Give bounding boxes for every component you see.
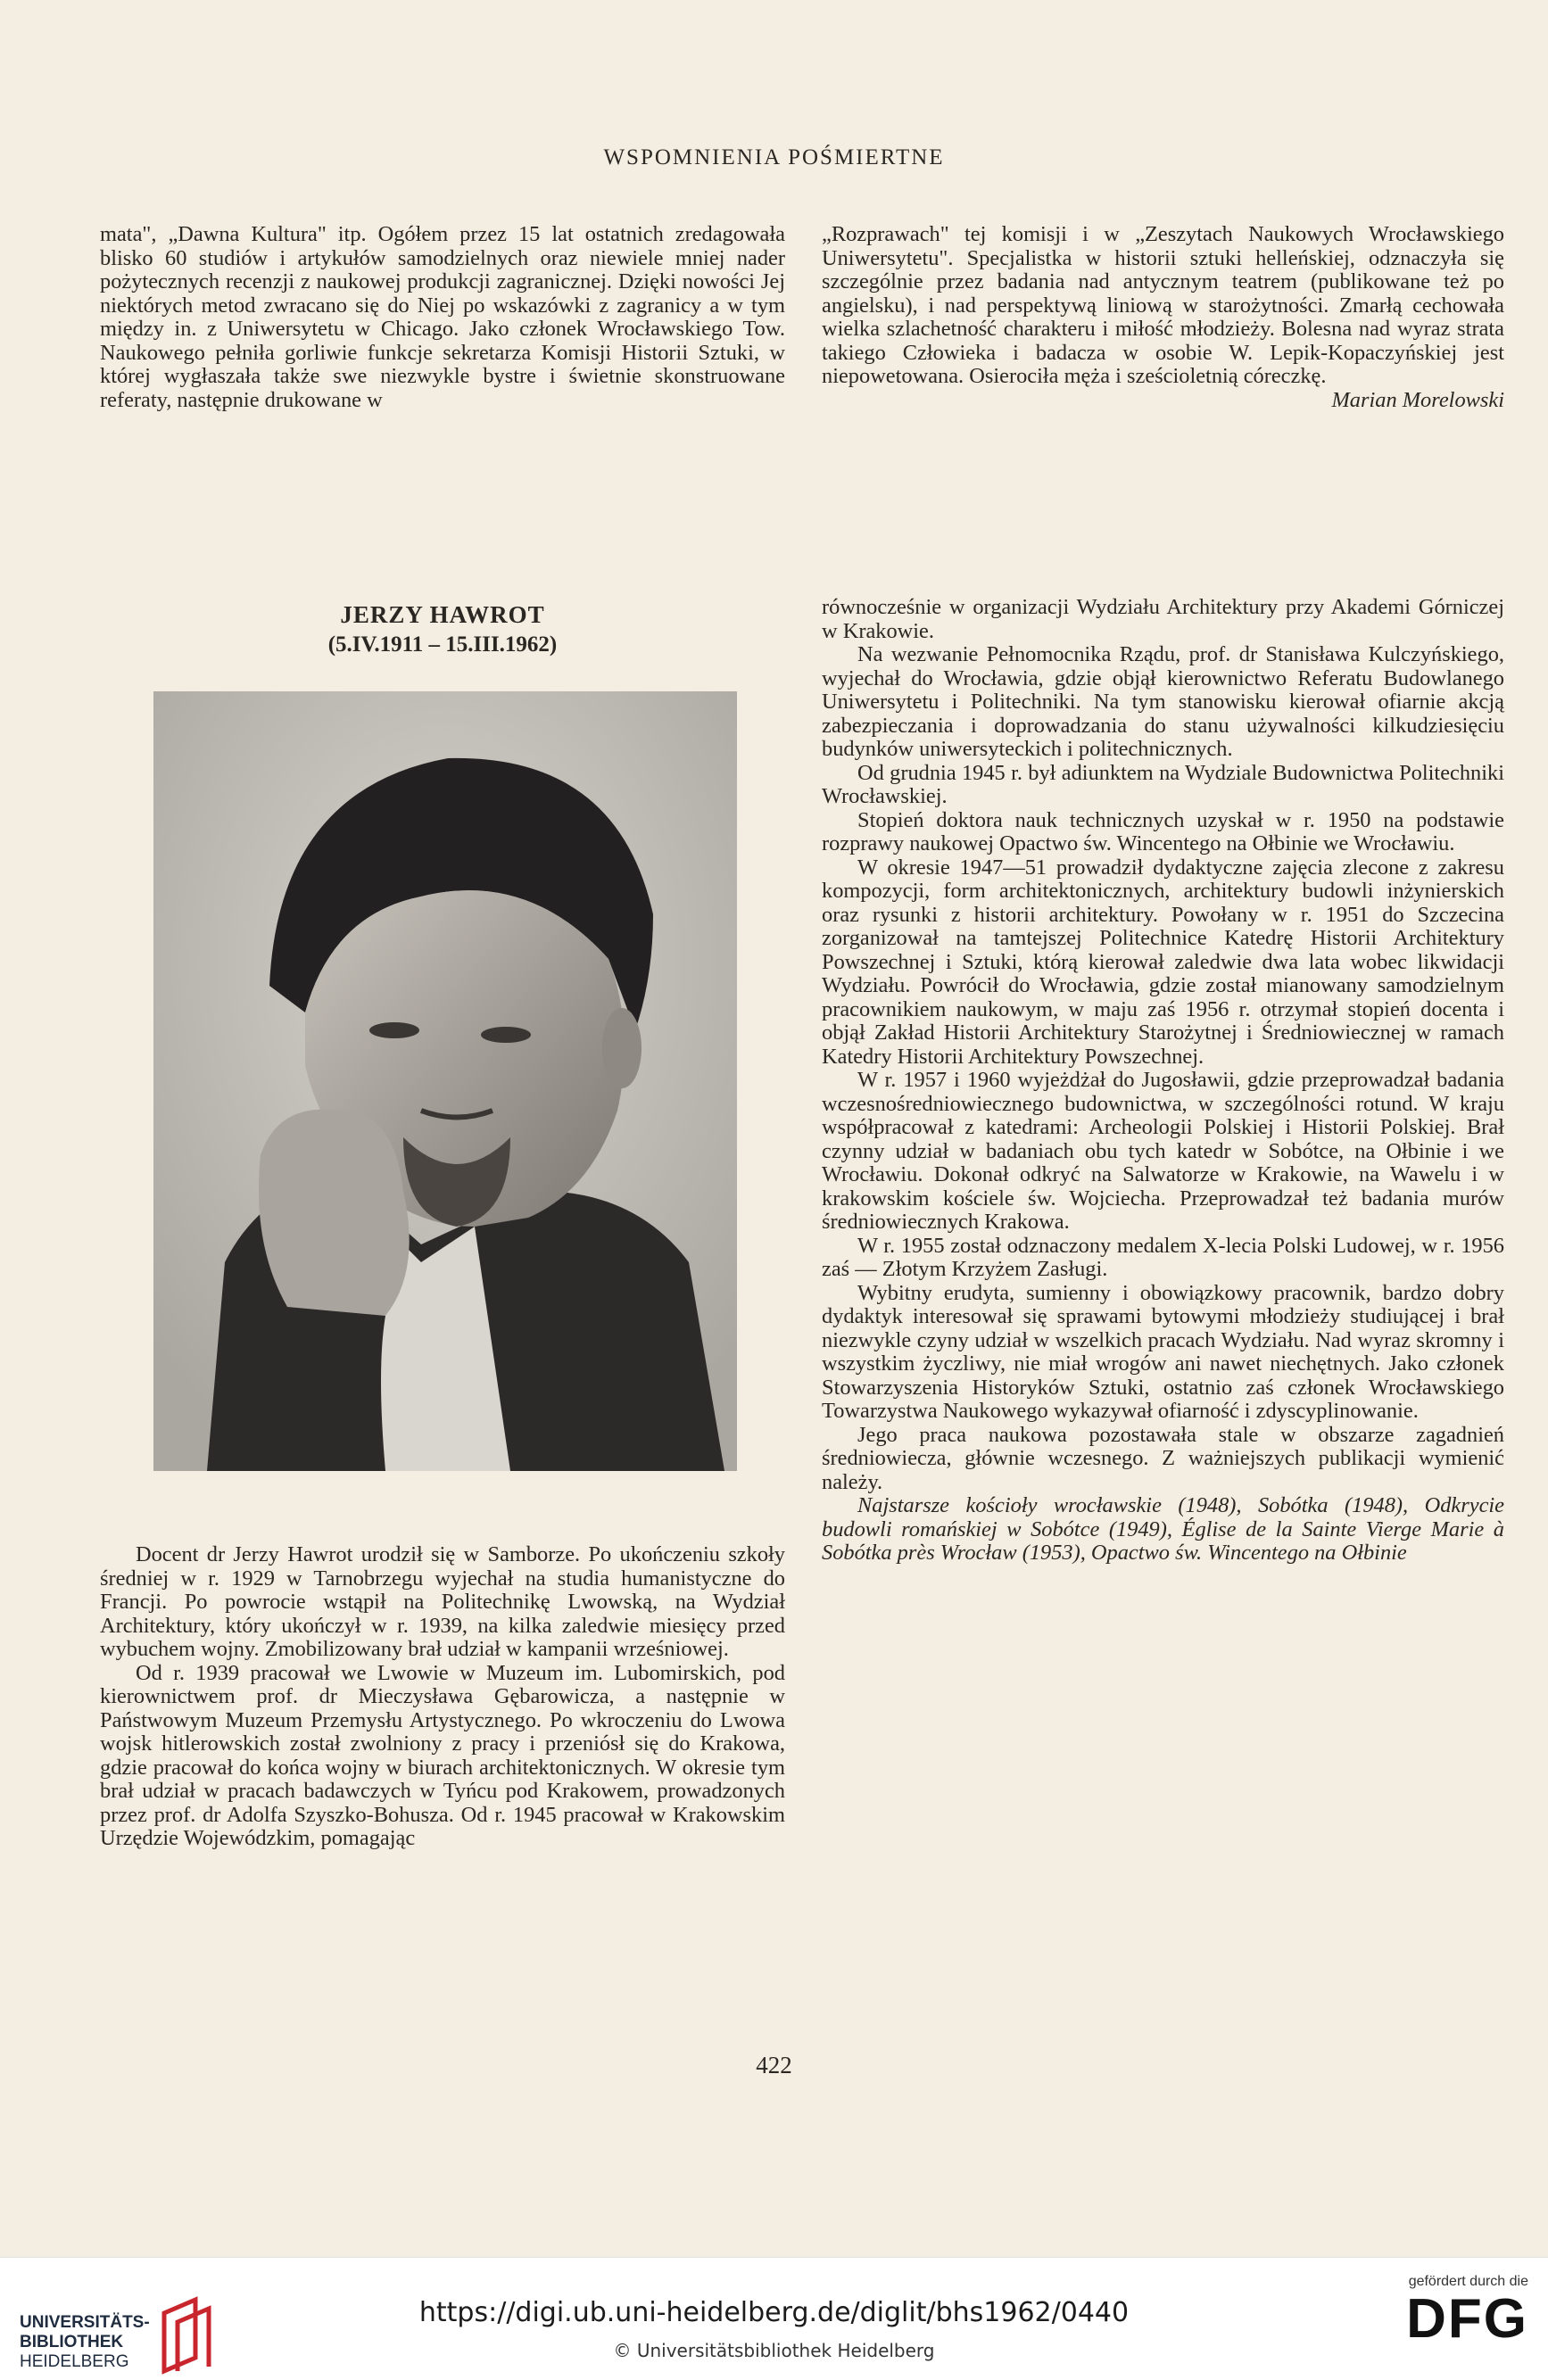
obituary-name: JERZY HAWROT (340, 601, 545, 628)
dfg-logo[interactable] (1350, 2274, 1528, 2349)
obituary-paragraph: Jego praca naukowa pozostawała stale w obszarze zagadnień średniowiecza, głównie wczesnego. Z ważniejszych publikacji wymienić należy. (822, 1422, 1504, 1494)
library-name-line: UNIVERSITÄTS- (20, 2313, 150, 2332)
running-header: WSPOMNIENIA POŚMIERTNE (603, 145, 945, 169)
top-left-column (100, 223, 785, 412)
obituary-paragraph: W r. 1955 został odznaczony medalem X-lecia Polski Ludowej, w r. 1956 zaś — Złotym Krzyżem Zasługi. (822, 1233, 1504, 1281)
top-right-column (822, 223, 1504, 412)
author-signature: Marian Morelowski (1331, 387, 1504, 412)
funding-caption: gefördert durch die (1408, 2274, 1528, 2289)
obituary-paragraph: Wybitny erudyta, sumienny i obowiązkowy pracownik, bardzo dobry dydaktyk interesował się sprawami bytowymi młodzieży studiującej i brał niezwykle czyny udział w wszelkich pracach Wydziału. Nad wyraz skromny i wszystkim życzliwy, nie miał wrogów ani nawet niechętnych. Jako członek Stowarzyszenia Historyków Sztuki, ostatnio zaś członek Wrocławskiego Towarzystwa Naukowego wykazywał ofiarność i zdyscyplinowanie. (822, 1280, 1504, 1423)
dfg-wordmark: DFG (1406, 2288, 1528, 2350)
permalink-url[interactable]: https://digi.ub.uni-heidelberg.de/diglit/bhs1962/0440 (418, 2297, 1130, 2328)
top-left-paragraph: mata", „Dawna Kultura" itp. Ogółem przez 15 lat ostatnich zredagowała blisko 60 studiów i artykułów samodzielnych oraz niewiele mniej nader pożytecznych recenzji z naukowej produkcji zagranicznej. Dzięki nowości Jej niektórych metod zwracano się do Niej po wskazówki z zagranicy a w tym między in. z Uniwersytetu w Chicago. Jako członek Wrocławskiego Tow. Naukowego pełniła gorliwie funkcje sekretarza Komisji Historii Sztuki, w której wygłaszała także swe niezwykle bystre i świetnie skonstruowane referaty, następnie drukowane w (100, 222, 785, 412)
obituary-dates: (5.IV.1911 – 15.III.1962) (327, 632, 558, 657)
obituary-paragraph: Od grudnia 1945 r. był adiunktem na Wydziale Budownictwa Politechniki Wrocławskiej. (822, 760, 1504, 808)
obituary-paragraph: Od r. 1939 pracował we Lwowie w Muzeum im. Lubomirskich, pod kierownictwem prof. dr Mieczysława Gębarowicza, a następnie w Państwowym Muzeum Przemysłu Artystycznego. Po wkroczeniu do Lwowa wojsk hitlerowskich został zwolniony z pracy i przeniósł się do Krakowa, gdzie pracował do końca wojny w biurach architektonicznych. W okresie tym brał udział w pracach badawczych w Tyńcu pod Krakowem, prowadzonych przez prof. dr Adolfa Szyszko-Bohusza. Od r. 1945 pracował w Krakowskim Urzędzie Wojewódzkim, pomagając (100, 1660, 785, 1850)
top-right-paragraph: „Rozprawach" tej komisji i w „Zeszytach Naukowych Wrocławskiego Uniwersytetu". Specjalistka w historii sztuki helleńskiej, odznaczyła się szczególnie przez badania nad antycznym teatrem (publikowane też po angielsku), i nad perspektywą liniową w starożytności. Zmarłą cechowała wielka szlachetność charakteru i miłość młodzieży. Bolesna nad wyraz strata takiego Człowieka i badacza w osobie W. Lepik-Kopaczyńskiej jest niepowetowana. Osierociła męża i sześcioletnią córeczkę. (822, 222, 1504, 388)
portrait-photo (153, 691, 737, 1471)
obituary-paragraph: Stopień doktora nauk technicznych uzyskał w r. 1950 na podstawie rozprawy naukowej Opactwo św. Wincentego na Ołbinie we Wrocławiu. (822, 807, 1504, 855)
obituary-paragraph: W okresie 1947—51 prowadził dydaktyczne zajęcia zlecone z zakresu kompozycji, form architektonicznych, architektury budowli inżynierskich oraz rysunki z historii architektury. Powołany w r. 1951 do Szczecina zorganizował na tamtejszej Politechnice Katedrę Historii Architektury Powszechnej i Sztuki, którą kierował zaledwie dwa lata wobec likwidacji Wydziału. Powrócił do Wrocławia, gdzie został mianowany samodzielnym pracownikiem naukowym, w maju zaś 1956 r. otrzymał stopień docenta i objął Zakład Historii Architektury Starożytnej i Średniowiecznej w ramach Katedry Historii Architektury Powszechnej. (822, 855, 1504, 1069)
obituary-paragraph: Docent dr Jerzy Hawrot urodził się w Samborze. Po ukończeniu szkoły średniej w r. 1929 w Tarnobrzegu wyjechał na studia humanistyczne do Francji. Po powrocie wstąpił na Politechnikę Lwowską, na Wydział Architektury, który ukończył w r. 1939, na kilka zaledwie miesięcy przed wybuchem wojny. Zmobilizowany brał udział w kampanii wrześniowej. (100, 1542, 785, 1661)
library-name-line: HEIDELBERG (20, 2352, 129, 2371)
portrait-photo-graphic (153, 691, 737, 1471)
copyright-notice: © Universitätsbibliothek Heidelberg (613, 2340, 935, 2361)
obituary-left-column (100, 1543, 785, 1851)
page-number: 422 (756, 2052, 792, 2078)
obituary-paragraph: Na wezwanie Pełnomocnika Rządu, prof. dr Stanisława Kulczyńskiego, wyjechał do Wrocławia, gdzie objął kierownictwo Referatu Budowlanego Uniwersytetu i Politechniki. Na tym stanowisku kierował ofiarnie akcją zabezpieczania i doprowadzania do stanu używalności kilkudziesięciu budynków uniwersyteckich i politechnicznych. (822, 642, 1504, 761)
obituary-paragraph: W r. 1957 i 1960 wyjeżdżał do Jugosławii, gdzie przeprowadzał badania wczesnośredniowiecznego budownictwa, w szczególności rotund. W kraju współpracował z katedrami: Archeologii Polskiej i Historii Polskiej. Brał czynny udział w badaniach obu tych katedr w Sobótce, na Ołbinie i we Wrocławiu. Dokonał odkryć na Salwatorze w Krakowie, na Wawelu i w krakowskim kościele św. Wojciecha. Przeprowadzał też badania murów średniowiecznych Krakowa. (822, 1068, 1504, 1234)
library-name-line: BIBLIOTHEK (20, 2333, 124, 2351)
viewer-footer (0, 2257, 1548, 2373)
obituary-paragraph: równocześnie w organizacji Wydziału Architektury przy Akademi Górniczej w Krakowie. (822, 595, 1504, 643)
obituary-paragraph: Najstarsze kościoły wrocławskie (1948), Sobótka (1948), Odkrycie budowli romańskiej w Sobótce (1949), Église de la Sainte Vierge Marie à Sobótka près Wrocław (1953), Opactwo św. Wincentego na Ołbinie (822, 1493, 1504, 1565)
obituary-right-column (822, 596, 1504, 1566)
